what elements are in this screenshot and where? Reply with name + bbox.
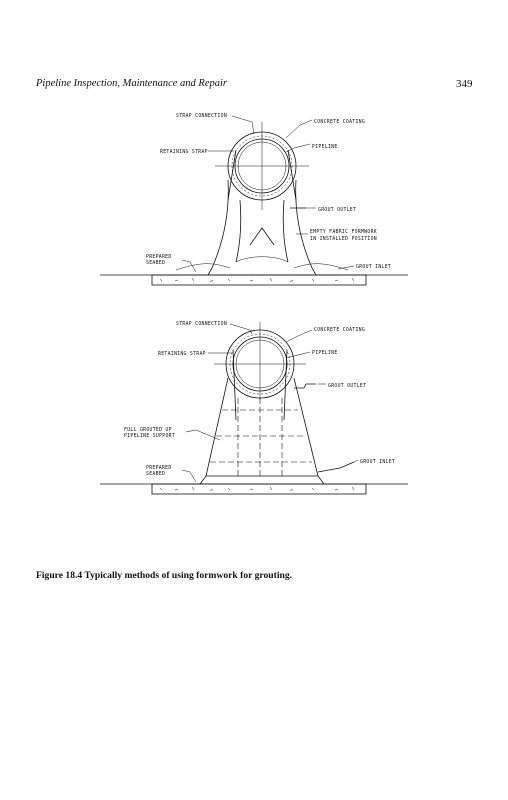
leader-pipeline: [286, 352, 310, 358]
leader-concrete-coating: [286, 120, 312, 138]
label-concrete-coating: CONCRETE COATING: [314, 120, 366, 125]
leader-concrete-coating: [286, 330, 312, 342]
leader-strap-connection: [230, 324, 252, 334]
leader-strap-connection: [232, 116, 254, 134]
label-prepared-seabed-1: PREPARED: [146, 255, 172, 260]
seabed-block: [152, 484, 366, 494]
seabed-block: [152, 275, 366, 285]
page-number: 349: [456, 78, 473, 90]
label-empty-formwork-1: EMPTY FABRIC FORMWORK: [310, 230, 377, 235]
label-pipeline: PIPELINE: [312, 351, 338, 356]
top-diagram: [100, 113, 408, 285]
support-base: [200, 476, 324, 484]
formwork-left-inner: [236, 200, 241, 262]
label-grout-outlet: GROUT OUTLET: [318, 208, 357, 213]
formwork-right-inner: [283, 200, 288, 262]
leader-prepared-seabed: [182, 470, 196, 482]
formwork-skirt: [176, 264, 348, 270]
formwork-centre-peak: [250, 228, 274, 245]
label-grout-inlet: GROUT INLET: [360, 460, 396, 465]
label-concrete-coating: CONCRETE COATING: [314, 328, 366, 333]
label-retaining-strap: RETAINING STRAP: [158, 352, 206, 357]
seabed-hatching: [160, 278, 354, 282]
label-grout-inlet: GROUT INLET: [356, 265, 392, 270]
seabed-hatching: [160, 487, 354, 491]
figure-caption: Figure 18.4 Typically methods of using formwork for grouting.: [36, 570, 293, 581]
label-full-grouted-1: FULL GROUTED UP: [124, 428, 172, 433]
label-prepared-seabed-2: SEABED: [146, 261, 166, 266]
grout-outlet-pipe: [294, 384, 316, 388]
label-strap-connection: STRAP CONNECTION: [176, 322, 228, 327]
label-prepared-seabed-2: SEABED: [146, 472, 166, 477]
grouted-support: [206, 378, 318, 476]
formwork-left-outer: [208, 180, 228, 275]
formwork-right-outer: [296, 180, 316, 275]
leader-grout-inlet: [354, 460, 358, 462]
label-retaining-strap: RETAINING STRAP: [160, 150, 208, 155]
label-grout-outlet: GROUT OUTLET: [328, 384, 367, 389]
label-strap-connection: STRAP CONNECTION: [176, 114, 228, 119]
bottom-diagram: [100, 321, 408, 494]
label-prepared-seabed-1: PREPARED: [146, 466, 172, 471]
label-full-grouted-2: PIPELINE SUPPORT: [124, 434, 176, 439]
leader-pipeline: [286, 144, 310, 152]
running-head: Pipeline Inspection, Maintenance and Repair: [36, 78, 227, 89]
grout-inlet-pipe: [318, 462, 354, 472]
formwork-sag: [236, 257, 288, 262]
label-empty-formwork-2: IN INSTALLED POSITION: [310, 237, 377, 242]
label-pipeline: PIPELINE: [312, 145, 338, 150]
